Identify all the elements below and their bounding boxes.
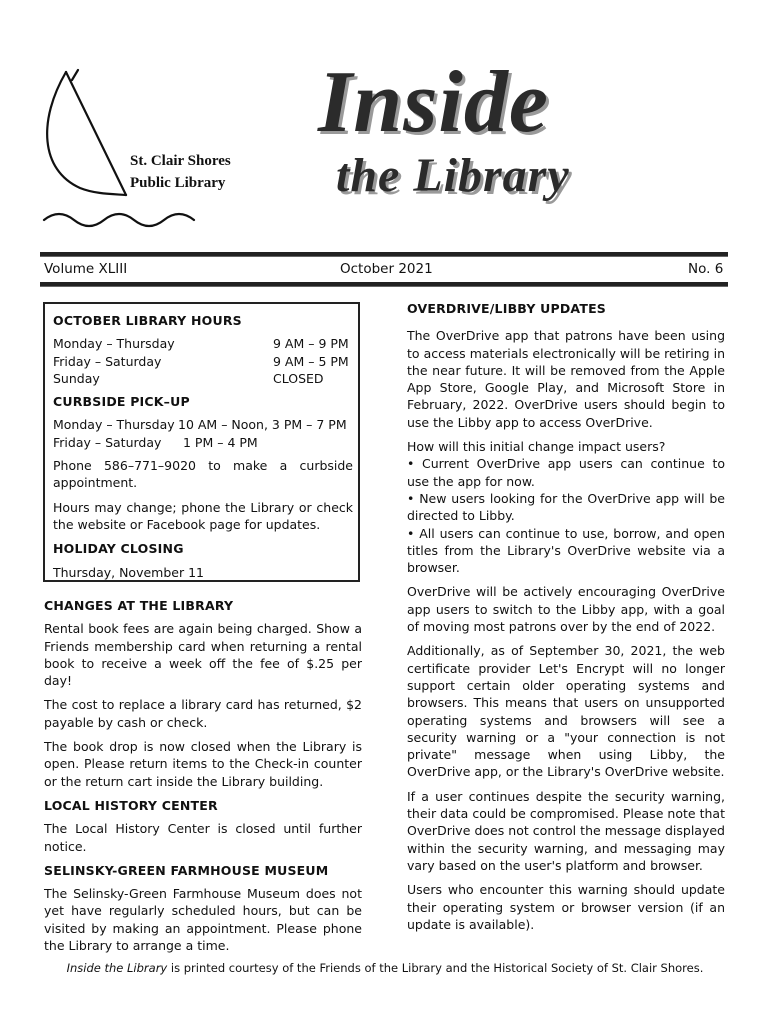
overdrive-bullet: • Current OverDrive app users can continue to use the app for now. [407,456,725,489]
changes-heading: CHANGES AT THE LIBRARY [44,598,234,613]
hours-row: Sunday CLOSED [53,370,324,386]
overdrive-bullet: • New users looking for the OverDrive app will be directed to Libby. [407,490,725,524]
footer-italic-title: Inside the Library [66,961,168,975]
museum-heading: SELINSKY-GREEN FARMHOUSE MUSEUM [44,862,329,878]
hours-heading: OCTOBER LIBRARY HOURS [53,313,242,328]
overdrive-paragraph: If a user continues despite the security warning, their data could be compromised. Please note that OverDrive does not control the message displayed within the security warning, and messaging may vary based on the user's platform and browser. [407,788,725,873]
masthead-bottom-rule [40,282,728,286]
hours-box-content [53,312,353,581]
phone-appointment-text: Phone 586–771–9020 to make a curbside appointment. [53,458,353,491]
right-column [407,300,725,940]
overdrive-question: How will this initial change impact users? [407,439,666,455]
history-heading: LOCAL HISTORY CENTER [44,797,218,813]
curbside-row: Friday – Saturday 1 PM – 4 PM [53,434,258,450]
overdrive-paragraph: Users who encounter this warning should update their operating system or browser version (if an update is available). [407,882,725,932]
changes-paragraph: The book drop is now closed when the Library is open. Please return items to the Check-in counter or the return cart inside the Library building. [44,739,362,789]
curbside-heading: CURBSIDE PICK–UP [53,394,190,410]
volume-label: Volume XLIII [44,261,128,277]
hours-row: Monday – Thursday 9 AM – 9 PM [53,336,349,352]
issue-date: October 2021 [340,261,433,277]
issue-number: No. 6 [688,261,724,277]
hours-row: Friday – Saturday 9 AM – 5 PM [53,353,349,369]
overdrive-paragraph: Additionally, as of September 30, 2021, the web certificate provider Let's Encrypt will no longer support certain older operating systems and browsers. This means that users on unsupported operating systems and browsers will see a security warning or a "your connection is not private" message when using Libby, the OverDrive app, or the Library's OverDrive website. [407,643,725,780]
library-name-line1: St. Clair Shores [130,153,231,169]
changes-paragraph: The cost to replace a library card has returned, $2 payable by cash or check. [44,697,362,730]
museum-text: The Selinsky-Green Farmhouse Museum does not yet have regularly scheduled hours, but can be visited by making an appointment. Please phone the Library to arrange a time. [44,886,362,954]
holiday-heading: HOLIDAY CLOSING [53,541,184,557]
newsletter-title-the-library: the Library [336,149,570,202]
library-name-line2: Public Library [130,175,226,191]
newsletter-title-inside: Inside [318,54,549,151]
left-column [44,597,362,961]
history-text: The Local History Center is closed until further notice. [44,821,362,854]
overdrive-paragraph: OverDrive will be actively encouraging OverDrive app users to switch to the Libby app, with a goal of moving most patrons over by the end of 2022. [407,584,725,635]
holiday-text: Thursday, November 11 [53,564,204,580]
footer-credit [0,961,770,975]
footer-text: is printed courtesy of the Friends of the Library and the Historical Society of St. Clair Shores. [167,961,704,975]
overdrive-heading: OVERDRIVE/LIBBY UPDATES [407,301,607,316]
curbside-row: Monday – Thursday 10 AM – Noon, 3 PM – 7 PM [53,417,347,433]
overdrive-paragraph: The OverDrive app that patrons have been using to access materials electronically will be retiring in the near future. It will be removed from the Apple App Store, Google Play, and Microsoft Store in February, 2022. OverDrive users should begin to use the Libby app to access OverDrive. [407,328,725,430]
changes-paragraph: Rental book fees are again being charged. Show a Friends membership card when returning a rental book to receive a week off the fee of $.25 per day! [44,621,362,689]
hours-change-text: Hours may change; phone the Library or check the website or Facebook page for updates. [53,499,353,532]
overdrive-bullet: • All users can continue to use, borrow, and open titles from the Library's OverDrive website via a browser. [407,525,725,576]
masthead-top-rule [40,252,728,256]
library-name [130,150,231,194]
